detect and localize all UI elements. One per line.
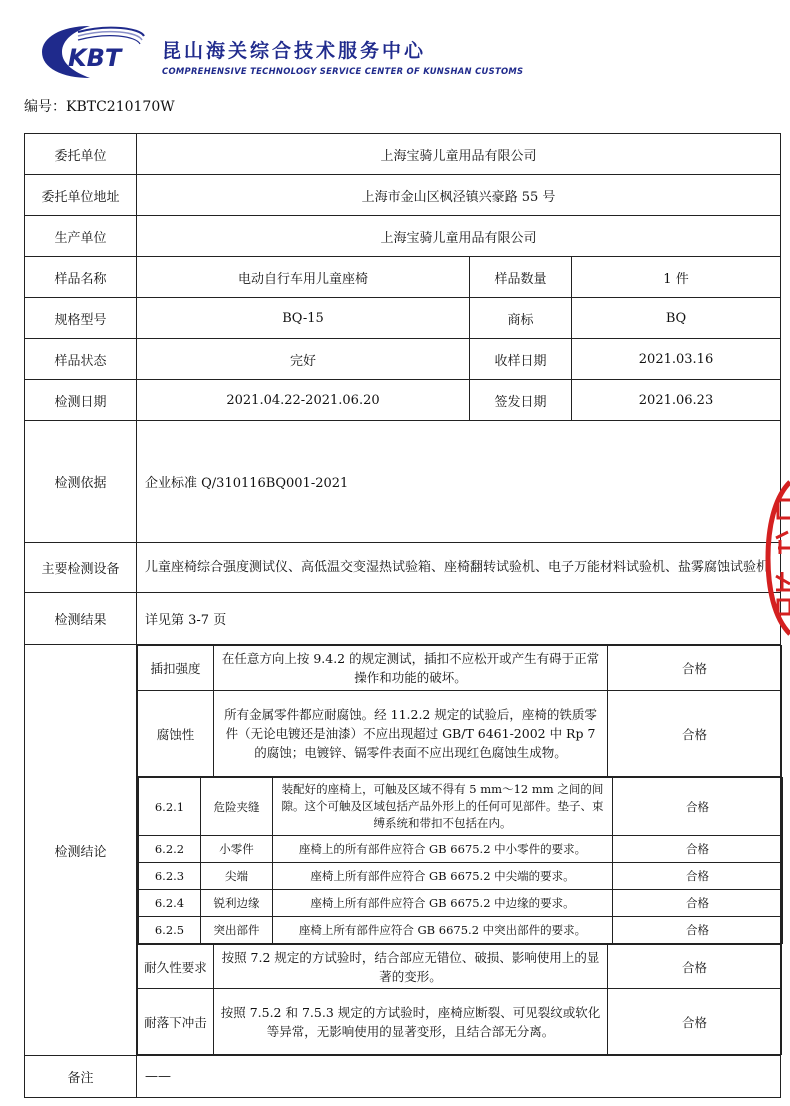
state-value: 完好 [137,339,470,380]
test-date-value: 2021.04.22-2021.06.20 [137,380,470,421]
conclusion-row [138,691,782,777]
conclusion-label: 检测结论 [25,645,137,1056]
corrosion-desc: 所有金属零件都应耐腐蚀。经 11.2.2 规定的试验后，座椅的铁质零件（无论电镀还是油漆）不应出现超过 GB/T 6461-2002 中 Rp 7 的腐蚀；电镀锌、镉零件表面不应出现红色腐蚀生成物。 [214,691,608,777]
sample-qty-value: 1 件 [572,257,781,298]
safety-desc: 座椅上的所有部件应符合 GB 6675.2 中小零件的要求。 [273,836,613,863]
table-row [25,645,781,1056]
table-row [139,836,783,863]
safety-verdict: 合格 [613,863,783,890]
client-label: 委托单位 [25,134,137,175]
table-row [25,1056,781,1098]
sample-name-label: 样品名称 [25,257,137,298]
safety-name: 突出部件 [201,917,273,944]
conclusion-cell [137,645,781,1056]
safety-name: 尖端 [201,863,273,890]
state-label: 样品状态 [25,339,137,380]
durability-name: 耐久性要求 [138,945,214,989]
safety-code: 6.2.3 [139,863,201,890]
table-row [139,778,783,836]
conclusion-row [138,989,782,1055]
table-row [139,863,783,890]
equipment-label: 主要检测设备 [25,543,137,593]
equipment-value: 儿童座椅综合强度测试仪、高低温交变湿热试验箱、座椅翻转试验机、电子万能材料试验机、盐雾腐蚀试验机 [137,543,781,593]
table-row [25,543,781,593]
receive-date-value: 2021.03.16 [572,339,781,380]
safety-verdict: 合格 [613,778,783,836]
issue-date-value: 2021.06.23 [572,380,781,421]
brand-label: 商标 [470,298,572,339]
safety-verdict: 合格 [613,917,783,944]
safety-table [138,777,783,944]
durability-desc: 按照 7.2 规定的方试验时，结合部应无错位、破损、影响使用上的显著的变形。 [214,945,608,989]
corrosion-name: 腐蚀性 [138,691,214,777]
org-name-en: COMPREHENSIVE TECHNOLOGY SERVICE CENTER OF KUNSHAN CUSTOMS [162,66,524,76]
red-seal [760,478,790,638]
conclusion-row [138,777,782,945]
safety-code: 6.2.4 [139,890,201,917]
drop-verdict: 合格 [608,989,782,1055]
safety-desc: 装配好的座椅上，可触及区域不得有 5 mm～12 mm 之间的间隙。这个可触及区域包括产品外形上的任何可见部件。垫子、束缚系统和带扣不包括在内。 [273,778,613,836]
logo-text: KBT [68,44,122,72]
report-number-label: 编号： [24,99,66,115]
safety-code: 6.2.2 [139,836,201,863]
conclusion-row [138,945,782,989]
drop-desc: 按照 7.5.2 和 7.5.3 规定的方试验时，座椅应断裂、可见裂纹或软化等异常，无影响使用的显著变形，且结合部无分离。 [214,989,608,1055]
safety-code: 6.2.5 [139,917,201,944]
table-row [25,339,781,380]
safety-name: 锐利边缘 [201,890,273,917]
safety-verdict: 合格 [613,890,783,917]
sample-qty-label: 样品数量 [470,257,572,298]
safety-desc: 座椅上所有部件应符合 GB 6675.2 中突出部件的要求。 [273,917,613,944]
test-date-label: 检测日期 [25,380,137,421]
conclusion-table [137,645,782,1055]
safety-desc: 座椅上所有部件应符合 GB 6675.2 中尖端的要求。 [273,863,613,890]
table-row [25,593,781,645]
brand-value: BQ [572,298,781,339]
report-number [24,96,175,116]
result-value: 详见第 3-7 页 [137,593,781,645]
model-value: BQ-15 [137,298,470,339]
buckle-verdict: 合格 [608,646,782,691]
report-table [24,133,781,1098]
table-row [25,134,781,175]
durability-verdict: 合格 [608,945,782,989]
remark-value: —— [137,1056,781,1098]
issue-date-label: 签发日期 [470,380,572,421]
table-row [139,890,783,917]
table-row [25,216,781,257]
table-row [25,380,781,421]
model-label: 规格型号 [25,298,137,339]
org-name-cn: 昆山海关综合技术服务中心 [162,40,427,62]
drop-name: 耐落下冲击 [138,989,214,1055]
safety-verdict: 合格 [613,836,783,863]
maker-value: 上海宝骑儿童用品有限公司 [137,216,781,257]
safety-code: 6.2.1 [139,778,201,836]
client-value: 上海宝骑儿童用品有限公司 [137,134,781,175]
table-row [25,257,781,298]
conclusion-row [138,646,782,691]
kbt-logo [38,22,146,82]
safety-name: 危险夹缝 [201,778,273,836]
sample-name-value: 电动自行车用儿童座椅 [137,257,470,298]
buckle-desc: 在任意方向上按 9.4.2 的规定测试，插扣不应松开或产生有碍于正常操作和功能的破坏。 [214,646,608,691]
safety-cell [138,777,782,945]
receive-date-label: 收样日期 [470,339,572,380]
basis-value: 企业标准 Q/310116BQ001-2021 [137,421,781,543]
client-address-label: 委托单位地址 [25,175,137,216]
corrosion-verdict: 合格 [608,691,782,777]
safety-name: 小零件 [201,836,273,863]
safety-desc: 座椅上所有部件应符合 GB 6675.2 中边缘的要求。 [273,890,613,917]
remark-label: 备注 [25,1056,137,1098]
table-row [25,298,781,339]
report-number-value: KBTC210170W [66,99,175,115]
buckle-name: 插扣强度 [138,646,214,691]
result-label: 检测结果 [25,593,137,645]
basis-label: 检测依据 [25,421,137,543]
table-row [25,175,781,216]
table-row [25,421,781,543]
table-row [139,917,783,944]
maker-label: 生产单位 [25,216,137,257]
client-address-value: 上海市金山区枫泾镇兴豪路 55 号 [137,175,781,216]
